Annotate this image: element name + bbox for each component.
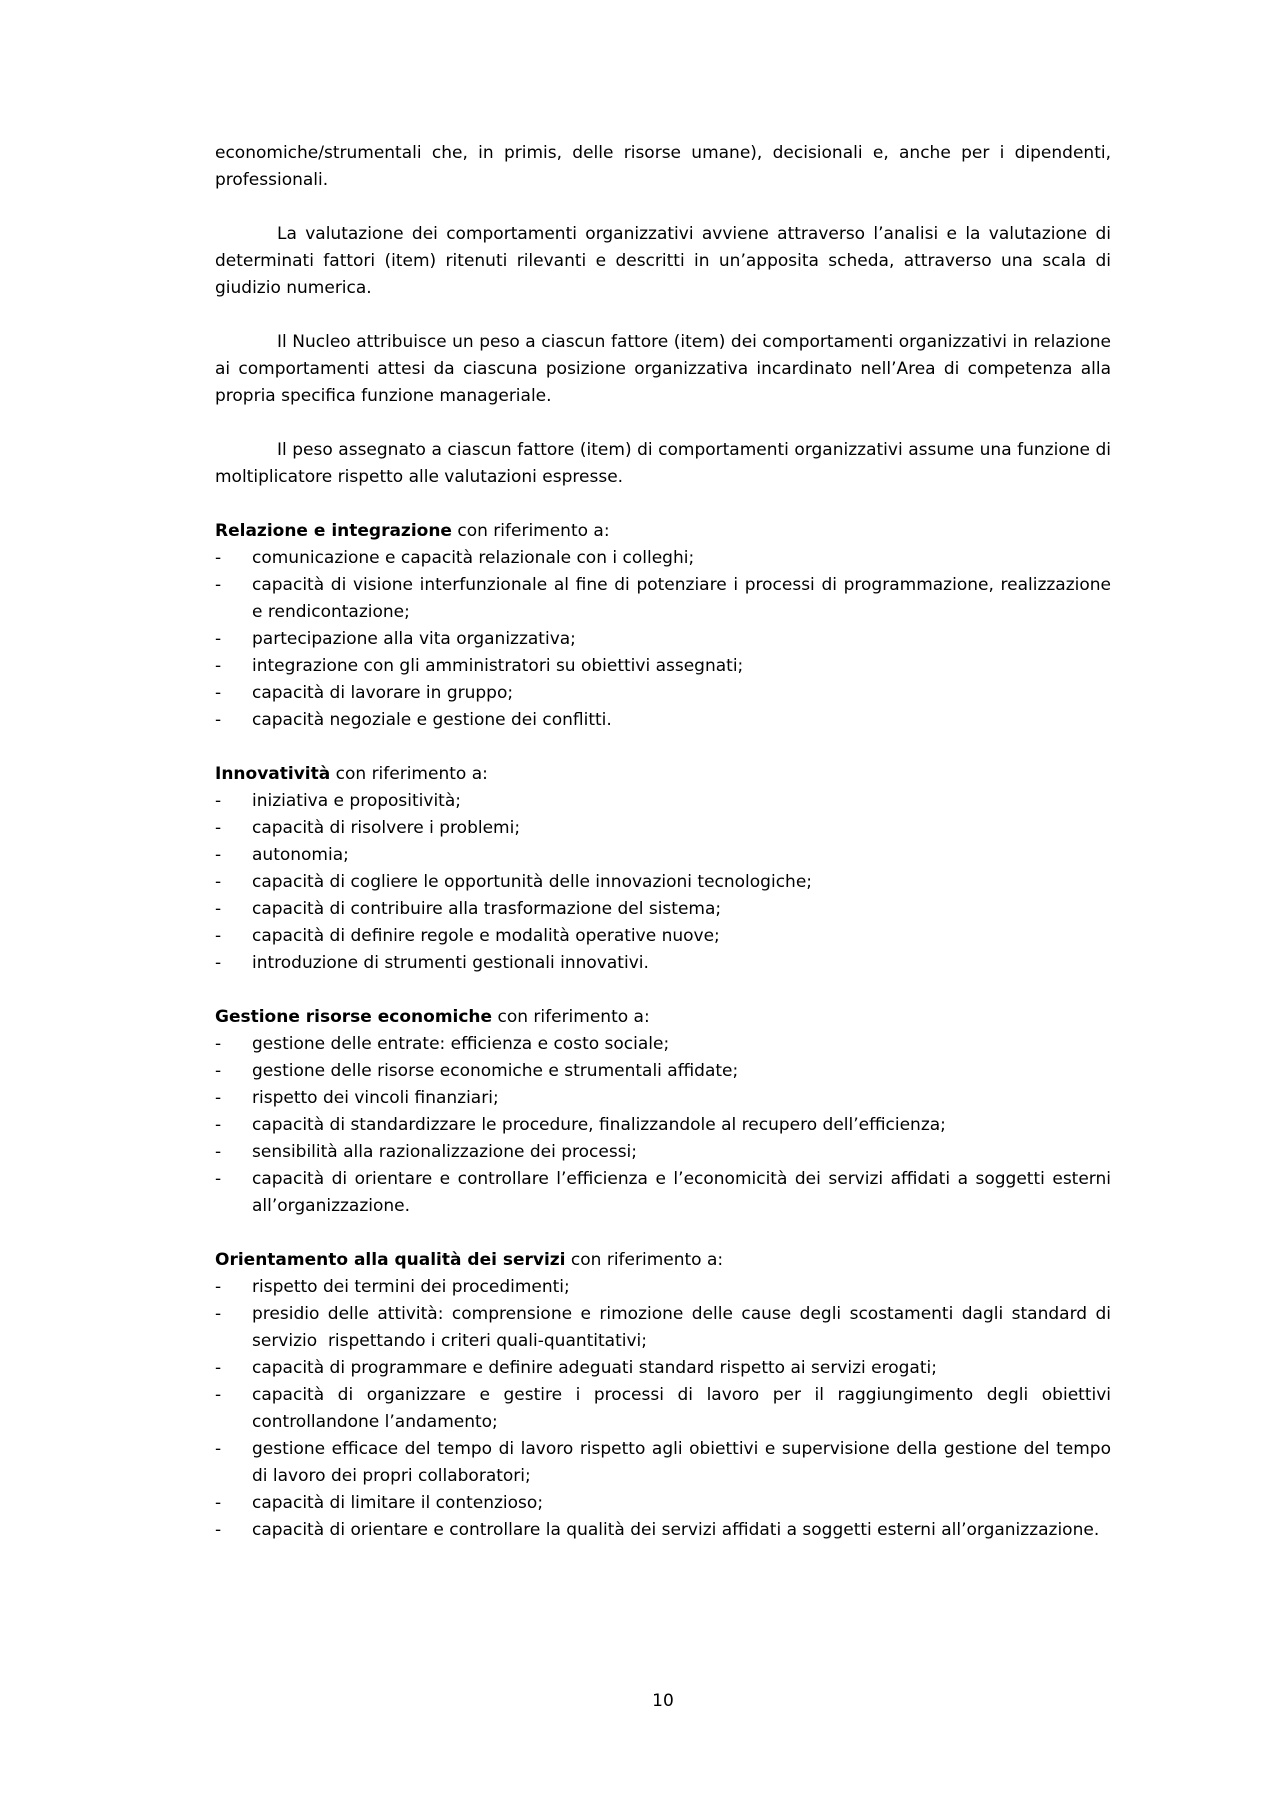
- list-item-text: capacità di standardizzare le procedure, finalizzandole al recupero dell’efficienza;: [252, 1115, 946, 1135]
- list-item: [215, 680, 1111, 707]
- dash-bullet: -: [215, 1493, 222, 1513]
- list-item-text: capacità di lavorare in gruppo;: [252, 683, 514, 703]
- dash-bullet: -: [215, 899, 222, 919]
- list-item: [215, 1274, 1111, 1301]
- paragraph-peso: Il peso assegnato a ciascun fattore (item) di comportamenti organizzativi assume una funzione di moltiplicatore rispetto alle valutazioni espresse.: [215, 440, 1111, 487]
- dash-bullet: -: [215, 1520, 222, 1540]
- list-item: [215, 1139, 1111, 1166]
- dash-bullet: -: [215, 1277, 222, 1297]
- dash-bullet: -: [215, 1115, 222, 1135]
- dash-bullet: -: [215, 710, 222, 730]
- list-item: [215, 896, 1111, 923]
- list-item-text: capacità di contribuire alla trasformazione del sistema;: [252, 899, 722, 919]
- paragraph-nucleo: Il Nucleo attribuisce un peso a ciascun fattore (item) dei comportamenti organizzativi in relazione ai comportamenti attesi da ciascuna posizione organizzativa incardinato nell’Area di competenza alla propria specifica funzione manageriale.: [215, 332, 1111, 406]
- dash-bullet: -: [215, 1358, 222, 1378]
- section-heading: [215, 1247, 1111, 1274]
- dash-bullet: -: [215, 818, 222, 838]
- list-item-text: capacità negoziale e gestione dei conflitti.: [252, 710, 612, 730]
- dash-bullet: -: [215, 1439, 222, 1459]
- section-title: Orientamento alla qualità dei servizi: [215, 1250, 566, 1270]
- document-body: [215, 140, 1111, 1571]
- dash-bullet: -: [215, 1034, 222, 1054]
- list-item-text: capacità di visione interfunzionale al fine di potenziare i processi di programmazione, realizzazione e rendicontazione;: [252, 575, 1111, 622]
- list-item-text: iniziativa e propositività;: [252, 791, 461, 811]
- section-innovativita: [215, 761, 1111, 977]
- dash-bullet: -: [215, 845, 222, 865]
- list-item: [215, 842, 1111, 869]
- list-item: [215, 572, 1111, 626]
- list-item: [215, 1301, 1111, 1355]
- dash-bullet: -: [215, 872, 222, 892]
- dash-bullet: -: [215, 656, 222, 676]
- dash-bullet: -: [215, 953, 222, 973]
- list-item-text: partecipazione alla vita organizzativa;: [252, 629, 576, 649]
- list-item: [215, 1517, 1111, 1544]
- list-item-text: presidio delle attività: comprensione e rimozione delle cause degli scostamenti dagli standard di servizio rispettando i criteri quali-quantitativi;: [252, 1304, 1111, 1351]
- dash-bullet: -: [215, 1061, 222, 1081]
- list-item: [215, 815, 1111, 842]
- list-item: [215, 923, 1111, 950]
- list-item-text: gestione efficace del tempo di lavoro rispetto agli obiettivi e supervisione della gestione del tempo di lavoro dei propri collaboratori;: [252, 1439, 1111, 1486]
- list-item-text: capacità di orientare e controllare la qualità dei servizi affidati a soggetti esterni all’organizzazione.: [252, 1520, 1100, 1540]
- dash-bullet: -: [215, 683, 222, 703]
- list-item-text: gestione delle entrate: efficienza e costo sociale;: [252, 1034, 670, 1054]
- paragraph-valutazione: La valutazione dei comportamenti organizzativi avviene attraverso l’analisi e la valutazione di determinati fattori (item) ritenuti rilevanti e descritti in un’apposita scheda, attraverso una scala di giudizio numerica.: [215, 224, 1111, 298]
- list-item: [215, 869, 1111, 896]
- section-title-suffix: con riferimento a:: [451, 521, 610, 541]
- list-item: [215, 545, 1111, 572]
- section-orientamento-qualita-servizi: [215, 1247, 1111, 1544]
- section-heading: [215, 1004, 1111, 1031]
- list-item: [215, 626, 1111, 653]
- section-heading: [215, 518, 1111, 545]
- list-item-text: comunicazione e capacità relazionale con i colleghi;: [252, 548, 695, 568]
- list-item-text: autonomia;: [252, 845, 349, 865]
- list-item-text: capacità di risolvere i problemi;: [252, 818, 521, 838]
- dash-bullet: -: [215, 629, 222, 649]
- dash-bullet: -: [215, 575, 222, 595]
- dash-bullet: -: [215, 1304, 222, 1324]
- section-title: Innovatività: [215, 764, 331, 784]
- section-title-suffix: con riferimento a:: [492, 1007, 650, 1027]
- section-title-suffix: con riferimento a:: [330, 764, 488, 784]
- list-item: [215, 1490, 1111, 1517]
- section-title-suffix: con riferimento a:: [565, 1250, 724, 1270]
- section-heading: [215, 761, 1111, 788]
- dash-bullet: -: [215, 1169, 222, 1189]
- list-item: [215, 1085, 1111, 1112]
- dash-bullet: -: [215, 548, 222, 568]
- list-item: [215, 1031, 1111, 1058]
- list-item-text: integrazione con gli amministratori su obiettivi assegnati;: [252, 656, 744, 676]
- list-item-text: sensibilità alla razionalizzazione dei processi;: [252, 1142, 637, 1162]
- list-item: [215, 1436, 1111, 1490]
- section-title: Relazione e integrazione: [215, 521, 452, 541]
- list-item: [215, 950, 1111, 977]
- section-gestione-risorse-economiche: [215, 1004, 1111, 1220]
- list-item: [215, 1382, 1111, 1436]
- list-item: [215, 1058, 1111, 1085]
- list-item-text: rispetto dei vincoli finanziari;: [252, 1088, 499, 1108]
- list-item-text: rispetto dei termini dei procedimenti;: [252, 1277, 570, 1297]
- section-title: Gestione risorse economiche: [215, 1007, 493, 1027]
- dash-bullet: -: [215, 791, 222, 811]
- list-item: [215, 1355, 1111, 1382]
- dash-bullet: -: [215, 1142, 222, 1162]
- list-item: [215, 653, 1111, 680]
- list-item: [215, 1112, 1111, 1139]
- list-item-text: capacità di cogliere le opportunità delle innovazioni tecnologiche;: [252, 872, 813, 892]
- list-item-text: introduzione di strumenti gestionali innovativi.: [252, 953, 649, 973]
- list-item: [215, 788, 1111, 815]
- dash-bullet: -: [215, 1088, 222, 1108]
- dash-bullet: -: [215, 1385, 222, 1405]
- paragraph-continuation: economiche/strumentali che, in primis, delle risorse umane), decisionali e, anche per i dipendenti, professionali.: [215, 143, 1111, 190]
- list-item: [215, 707, 1111, 734]
- page-number: 10: [652, 1691, 674, 1711]
- list-item-text: capacità di organizzare e gestire i processi di lavoro per il raggiungimento degli obiettivi controllandone l’andamento;: [252, 1385, 1111, 1432]
- list-item-text: capacità di definire regole e modalità operative nuove;: [252, 926, 720, 946]
- list-item-text: capacità di programmare e definire adeguati standard rispetto ai servizi erogati;: [252, 1358, 937, 1378]
- section-relazione-e-integrazione: [215, 518, 1111, 734]
- list-item-text: gestione delle risorse economiche e strumentali affidate;: [252, 1061, 739, 1081]
- list-item-text: capacità di orientare e controllare l’efficienza e l’economicità dei servizi affidati a soggetti esterni all’organizzazione.: [252, 1169, 1111, 1216]
- list-item-text: capacità di limitare il contenzioso;: [252, 1493, 544, 1513]
- list-item: [215, 1166, 1111, 1220]
- dash-bullet: -: [215, 926, 222, 946]
